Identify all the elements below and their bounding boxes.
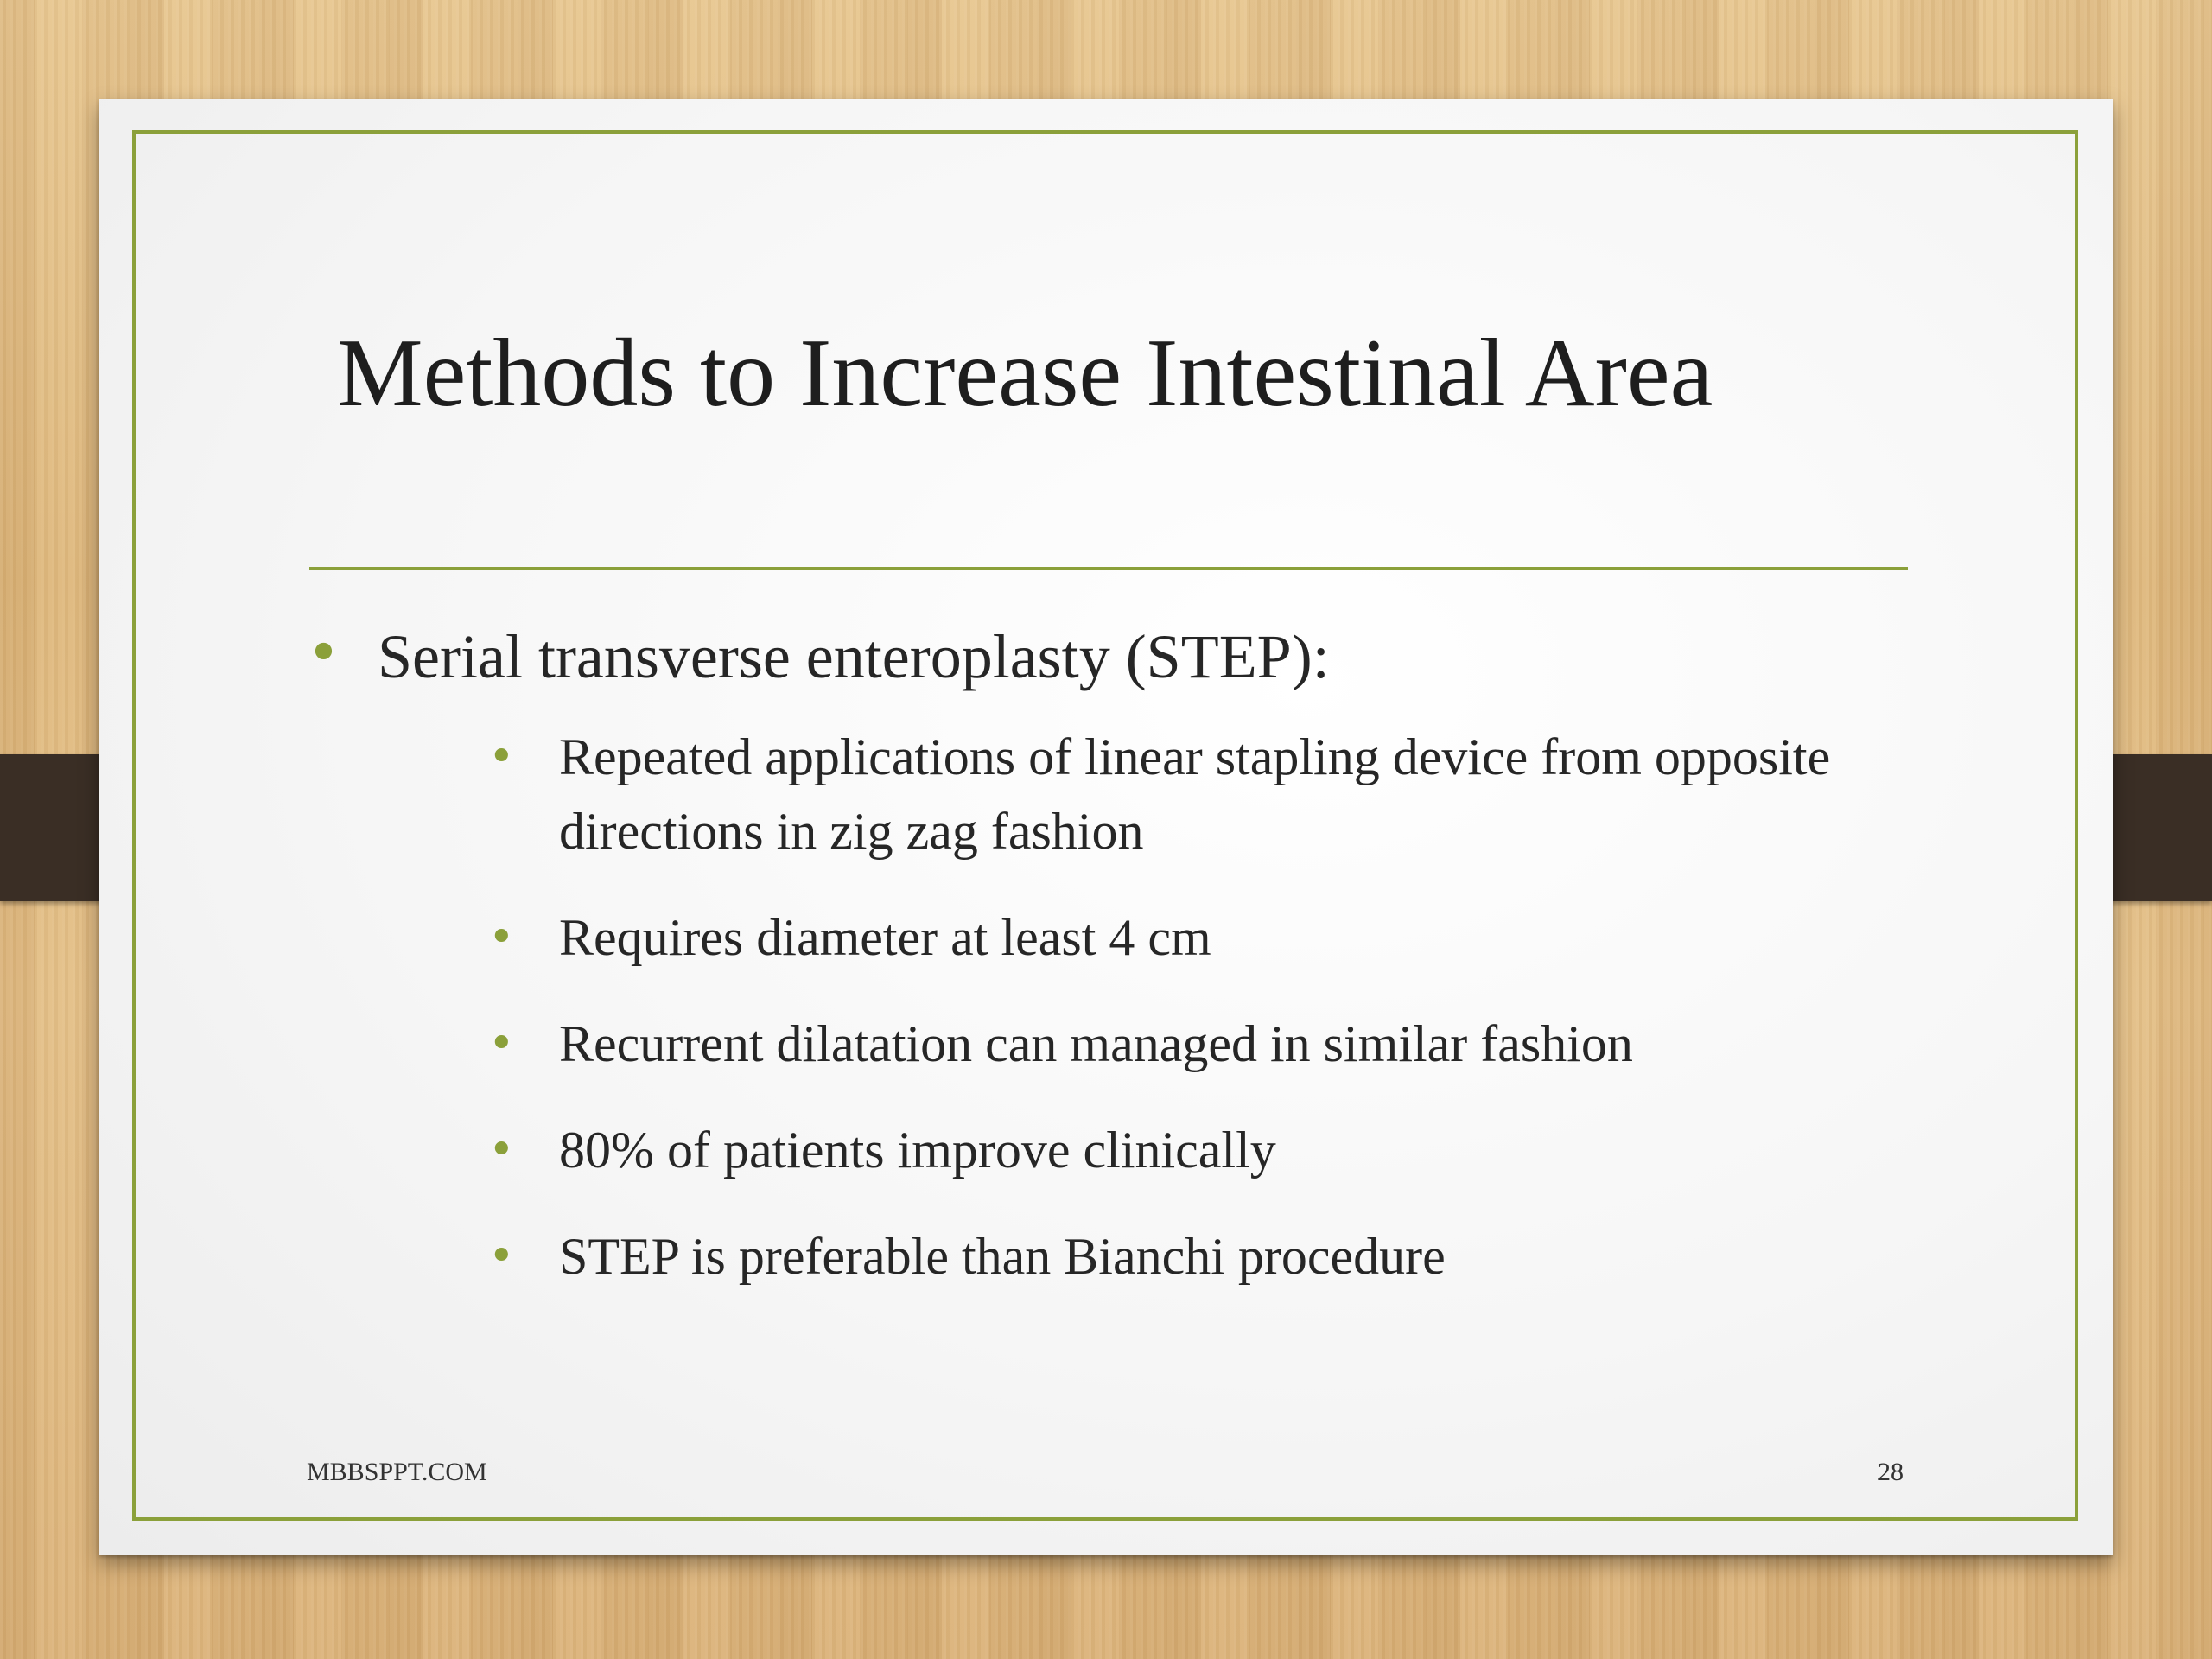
- bullet-dot-icon: •: [488, 912, 515, 963]
- sub-bullet-text: Repeated applications of linear stapling device from opposite directions in zig zag fashion: [559, 728, 1831, 860]
- bullet-dot-icon: •: [488, 1018, 515, 1070]
- sub-bullet-item: [488, 720, 1905, 868]
- sub-bullet-item: [488, 1007, 1905, 1081]
- title-divider: [309, 567, 1908, 570]
- slide-title: Methods to Increase Intestinal Area: [337, 320, 1713, 427]
- bullet-dot-icon: •: [488, 1124, 515, 1176]
- bullet-dot-icon: •: [488, 731, 515, 783]
- sub-bullet-text: STEP is preferable than Bianchi procedure: [559, 1228, 1446, 1285]
- sub-bullet-item: [488, 1113, 1905, 1187]
- slide-page-number: 28: [1878, 1458, 1904, 1486]
- bullet-text: Serial transverse enteroplasty (STEP):: [378, 622, 1330, 691]
- bullet-list: [307, 618, 1905, 1325]
- sub-bullet-item: [488, 1219, 1905, 1294]
- sub-bullet-text: 80% of patients improve clinically: [559, 1122, 1276, 1179]
- bullet-dot-icon: •: [488, 1230, 515, 1282]
- bullet-item-step: [307, 618, 1905, 1294]
- sub-bullet-text: Requires diameter at least 4 cm: [559, 909, 1211, 966]
- footer-source: MBBSPPT.COM: [307, 1458, 487, 1486]
- sub-bullet-item: [488, 900, 1905, 975]
- slide: [99, 99, 2113, 1555]
- sub-bullet-list: [378, 720, 1905, 1294]
- sub-bullet-text: Recurrent dilatation can managed in similar fashion: [559, 1015, 1633, 1072]
- bullet-dot-icon: •: [307, 620, 340, 686]
